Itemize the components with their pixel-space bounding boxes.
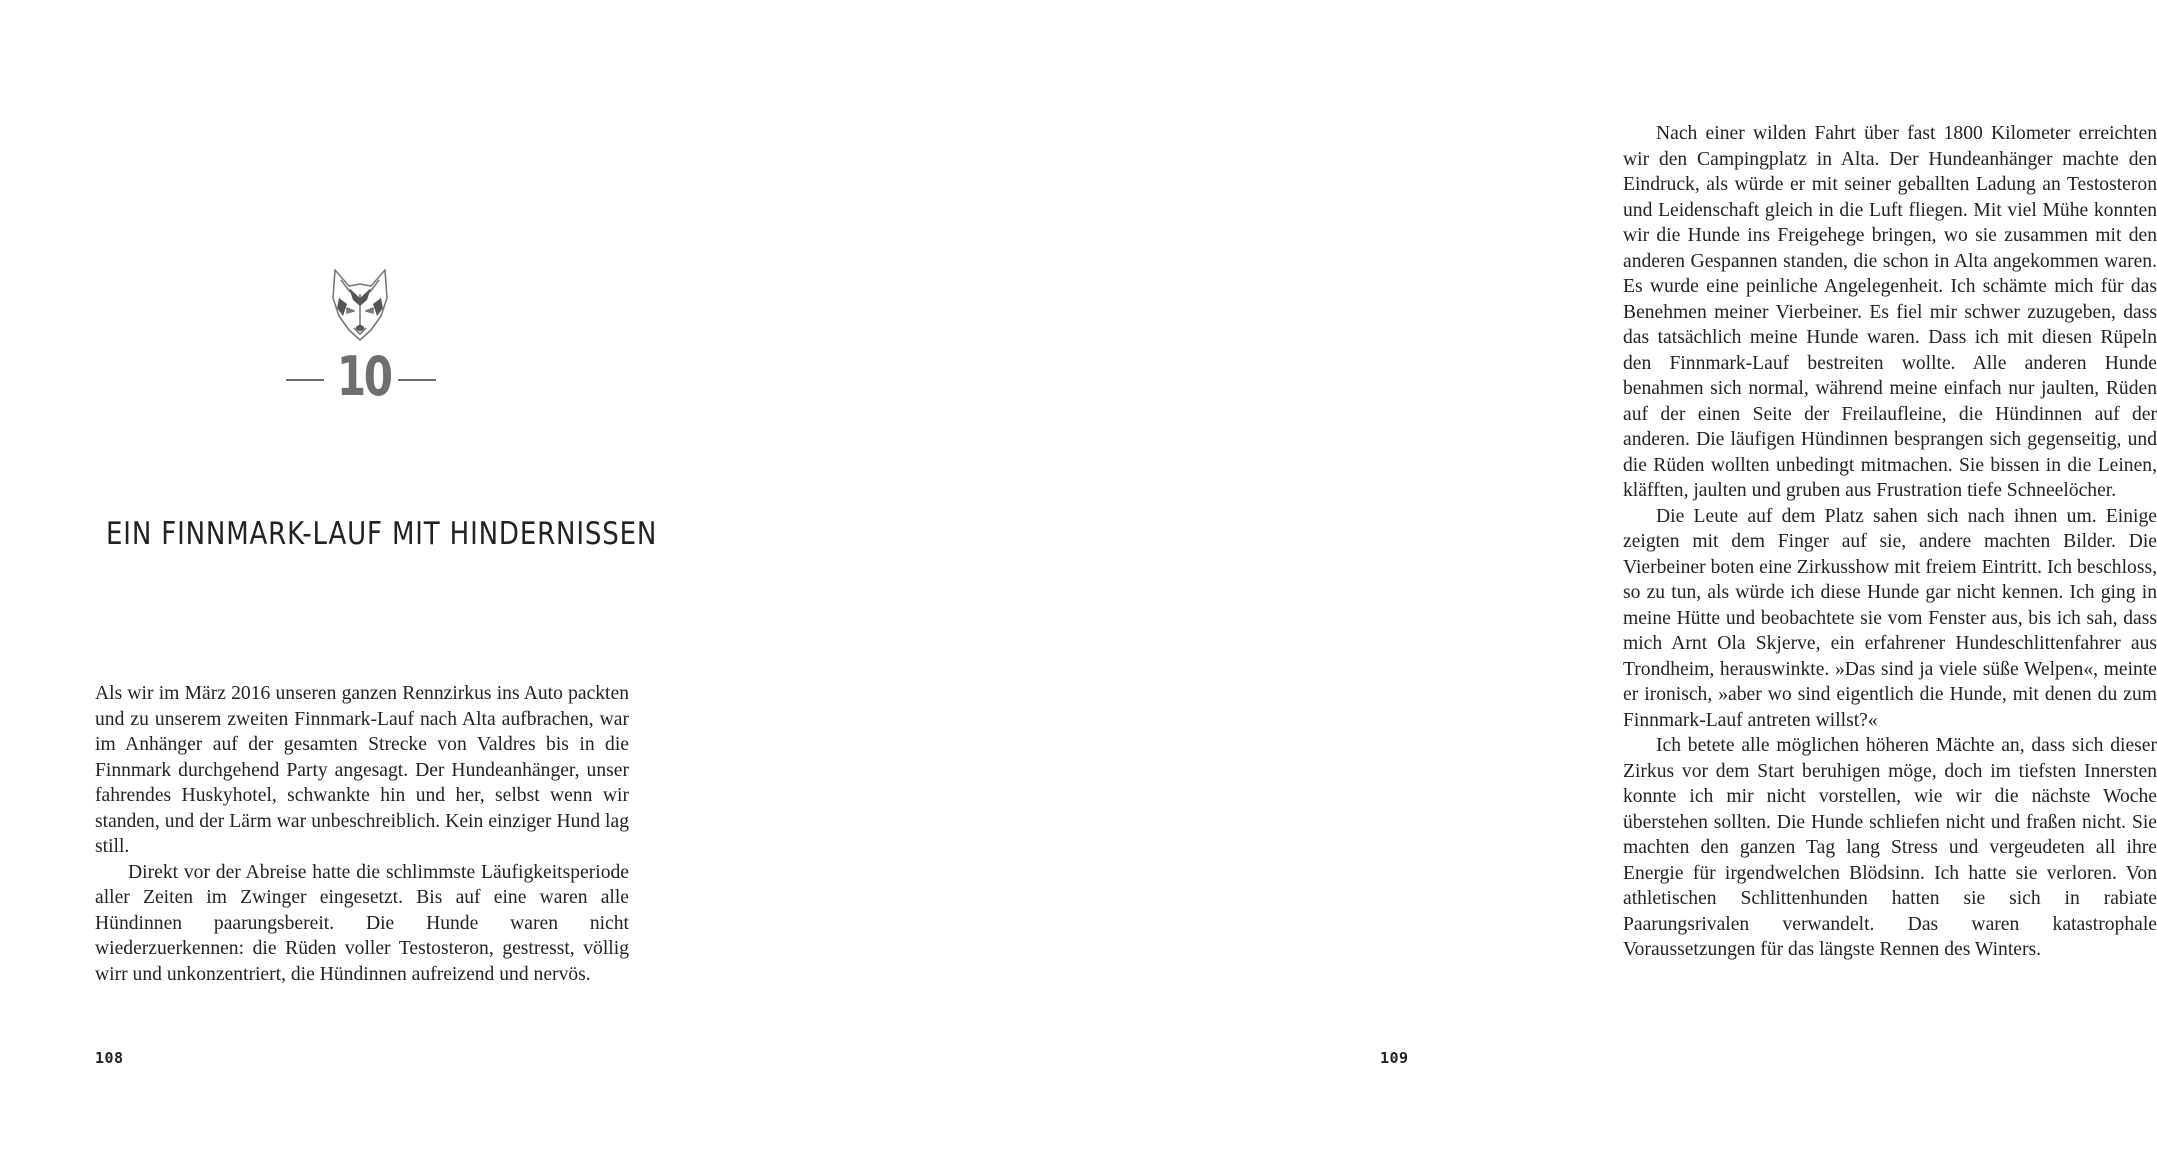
right-body-text xyxy=(1623,121,2157,963)
paragraph: Als wir im März 2016 unseren ganzen Rennzirkus ins Auto packten und zu unserem zweiten Finnmark-Lauf nach Alta aufbrachen, war im Anhänger auf der gesamten Strecke von Valdres bis in die Finnmark durchgehend Party angesagt. Der Hundeanhänger, unser fahrendes Huskyhotel, schwankte hin und her, selbst wenn wir standen, und der Lärm war unbeschreiblich. Kein einziger Hund lag still. xyxy=(95,683,629,857)
chapter-title: EIN FINNMARK-LAUF MIT HINDERNISSEN xyxy=(106,516,658,552)
paragraph: Direkt vor der Abreise hatte die schlimmste Läufigkeitsperiode aller Zeiten im Zwinger eingesetzt. Bis auf eine waren alle Hündinnen paarungsbereit. Die Hunde waren nicht wiederzuerkennen: die Rüden voller Testosteron, gestresst, völlig wirr und unkonzentriert, die Hündinnen aufreizend und nervös. xyxy=(95,861,629,985)
left-page xyxy=(0,0,750,1167)
chapter-number: 10 xyxy=(336,345,391,408)
paragraph: Ich betete alle möglichen höheren Mächte an, dass sich dieser Zirkus vor dem Start beruhigen möge, doch im tiefsten Innersten konnte ich mir nicht vorstellen, wie wir die nächste Woche überstehen sollten. Die Hunde schliefen nicht und fraßen nicht. Sie machten den ganzen Tag lang Stress und vergeudeten all ihre Energie für irgendwelchen Blödsinn. Ich hatte sie verloren. Von athletischen Schlittenhunden hatten sie sich in rabiate Paarungsrivalen verwandelt. Das waren katastrophale Voraussetzungen für das längste Rennen des Winters. xyxy=(1623,735,2157,960)
left-dash-divider xyxy=(286,379,324,381)
right-page xyxy=(750,0,2157,1167)
left-body-text xyxy=(95,681,629,987)
chapter-number-row xyxy=(0,342,720,412)
page-number: 108 xyxy=(95,1049,124,1067)
paragraph: Die Leute auf dem Platz sahen sich nach ihnen um. Einige zeigten mit dem Finger auf sie, andere machten Bilder. Die Vierbeiner boten eine Zirkusshow mit freiem Eintritt. Ich beschloss, so zu tun, als würde ich diese Hunde gar nicht kennen. Ich ging in meine Hütte und beobachtete sie vom Fenster aus, bis ich sah, dass mich Arnt Ola Skjerve, ein erfahrener Hundeschlittenfahrer aus Trondheim, herauswinkte. »Das sind ja viele süße Welpen«, meinte er ironisch, »aber wo sind eigentlich die Hunde, mit denen du zum Finnmark-Lauf antreten willst?« xyxy=(1623,505,2157,731)
right-dash-divider xyxy=(398,379,436,381)
paragraph: Nach einer wilden Fahrt über fast 1800 Kilometer erreichten wir den Campingplatz in Alta. Der Hundeanhänger machte den Eindruck, als würde er mit seiner geballten Ladung an Testosteron und Leidenschaft gleich in die Luft fliegen. Mit viel Mühe konnten wir die Hunde ins Freigehege bringen, wo sie zusammen mit den anderen Gespannen standen, die schon in Alta angekommen waren. Es wurde eine peinliche Angelegenheit. Ich schämte mich für das Benehmen meiner Vierbeiner. Es fiel mir schwer zuzugeben, dass das tatsächlich meine Hunde waren. Dass ich mit diesen Rüpeln den Finnmark-Lauf bestreiten wollte. Alle anderen Hunde benahmen sich normal, während meine einfach nur jaulten, Rüden auf der einen Seite der Freilaufleine, die Hündinnen auf der anderen. Die läufigen Hündinnen besprangen sich gegenseitig, und die Rüden wollten unbedingt mitmachen. Sie bissen in die Leinen, kläfften, jaulten und gruben aus Frustration tiefe Schneelöcher. xyxy=(1623,123,2157,501)
husky-head-icon xyxy=(329,268,391,344)
page-number: 109 xyxy=(1380,1049,1409,1067)
